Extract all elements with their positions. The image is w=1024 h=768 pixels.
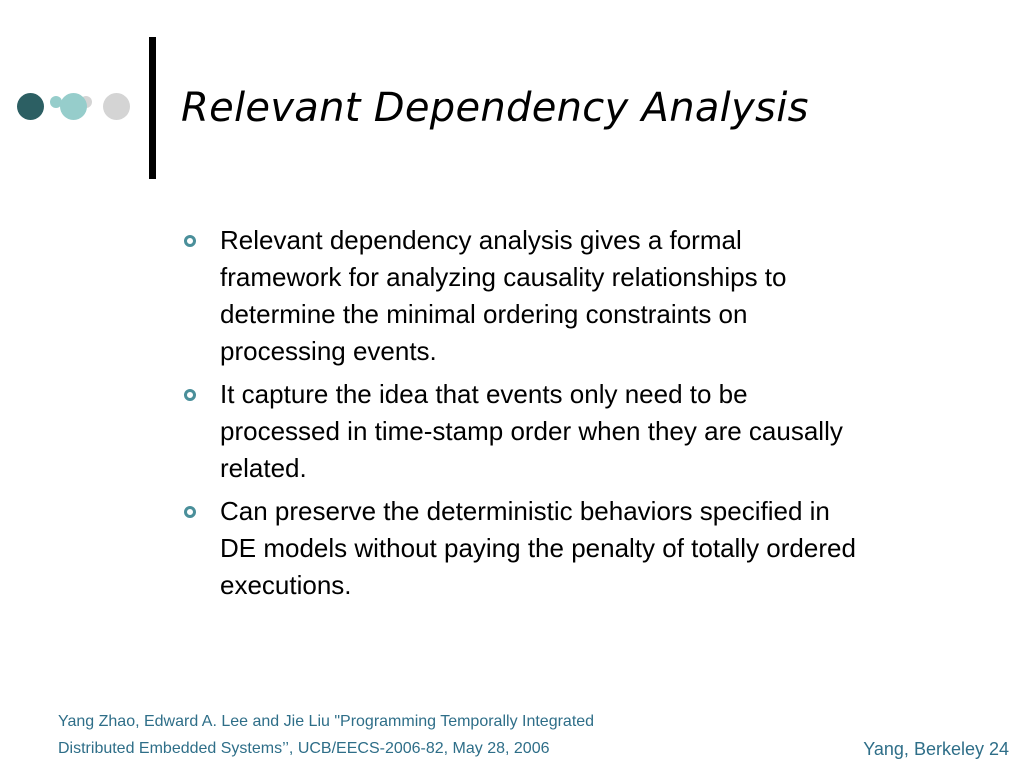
- bullet-line: processing events.: [220, 336, 437, 366]
- bullet-line: It capture the idea that events only need to be: [220, 379, 748, 409]
- footer-reference-line: Yang Zhao, Edward A. Lee and Jie Liu "Programming Temporally Integrated: [58, 713, 595, 730]
- slide-title: Relevant Dependency Analysis: [181, 85, 809, 131]
- bullet-line: related.: [220, 453, 307, 483]
- bullet-list: [183, 222, 993, 610]
- bullet-item: [183, 376, 993, 487]
- bullet-line: executions.: [220, 570, 352, 600]
- decor-dot-teal-icon: [60, 93, 87, 120]
- bullet-line: Relevant dependency analysis gives a formal: [220, 225, 742, 255]
- footer-reference-line: Distributed Embedded Systems’’, UCB/EECS-2006-82, May 28, 2006: [58, 740, 550, 757]
- bullet-item: [183, 222, 993, 370]
- bullet-line: processed in time-stamp order when they are causally: [220, 416, 843, 446]
- title-divider: [149, 37, 156, 179]
- bullet-item: [183, 493, 993, 604]
- page-number: Yang, Berkeley 24: [863, 739, 1009, 759]
- decor-dot-light-icon: [103, 93, 130, 120]
- bullet-line: determine the minimal ordering constraints on: [220, 299, 748, 329]
- bullet-line: DE models without paying the penalty of totally ordered: [220, 533, 856, 563]
- bullet-line: Can preserve the deterministic behaviors specified in: [220, 496, 830, 526]
- decor-dot-dark-icon: [17, 93, 44, 120]
- ring-bullet-icon: [184, 235, 196, 247]
- footer-reference: [58, 708, 594, 762]
- ring-bullet-icon: [184, 506, 196, 518]
- ring-bullet-icon: [184, 389, 196, 401]
- bullet-line: framework for analyzing causality relationships to: [220, 262, 787, 292]
